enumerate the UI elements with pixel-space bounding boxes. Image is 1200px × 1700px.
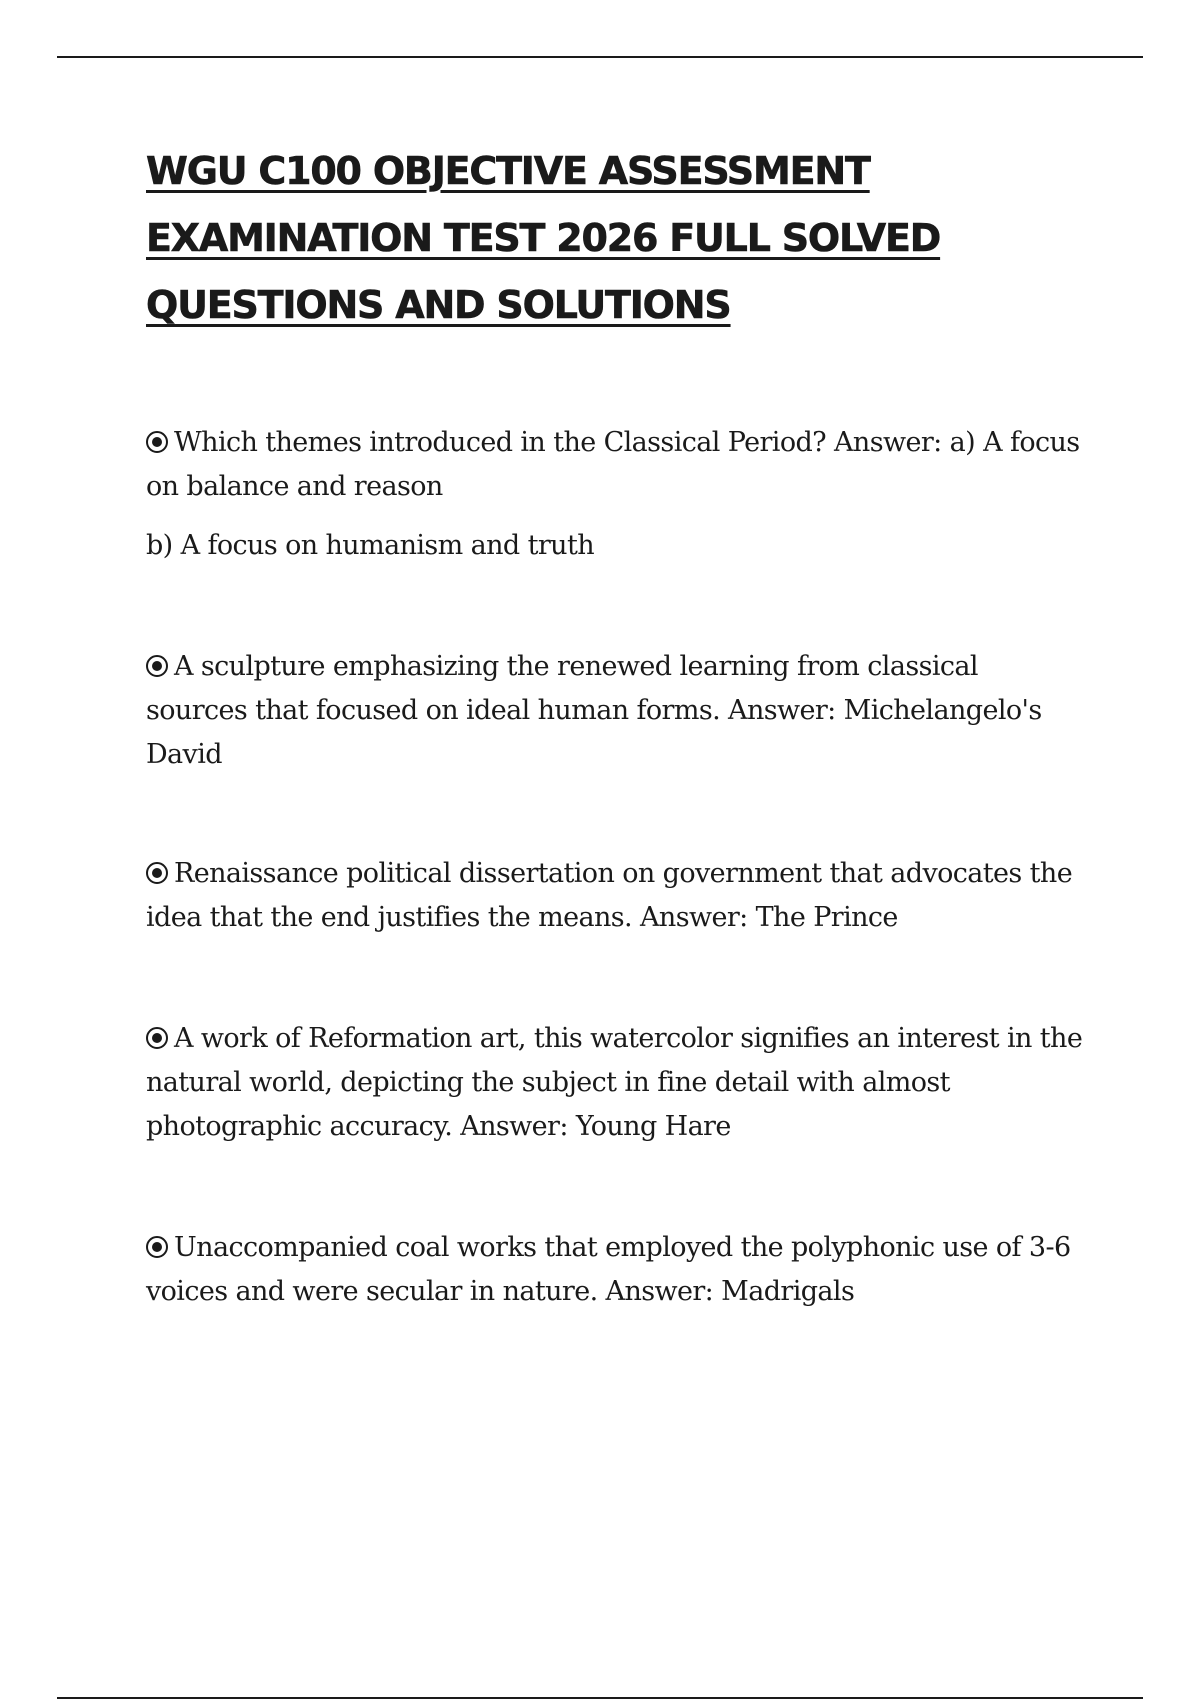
question-item bbox=[146, 852, 1086, 940]
top-rule bbox=[57, 56, 1143, 58]
question-text: A work of Reformation art, this watercolor signifies an interest in the natural world, depicting the subject in fine detail with almost photographic accuracy. Answer: Young Hare bbox=[146, 1023, 1083, 1142]
question-item bbox=[146, 645, 1086, 777]
radio-bullet-icon bbox=[146, 862, 168, 884]
question-item bbox=[146, 421, 1086, 509]
question-item bbox=[146, 1017, 1086, 1149]
radio-bullet-icon bbox=[146, 655, 168, 677]
question-item bbox=[146, 1226, 1086, 1314]
question-text: A sculpture emphasizing the renewed learning from classical sources that focused on ideal human forms. Answer: Michelangelo's David bbox=[146, 651, 1042, 770]
document-title: WGU C100 OBJECTIVE ASSESSMENT EXAMINATION TEST 2026 FULL SOLVED QUESTIONS AND SOLUTIONS bbox=[146, 149, 941, 327]
question-text: Unaccompanied coal works that employed the polyphonic use of 3-6 voices and were secular in nature. Answer: Madrigals bbox=[146, 1232, 1071, 1307]
radio-bullet-icon bbox=[146, 431, 168, 453]
radio-bullet-icon bbox=[146, 1027, 168, 1049]
answer-option: b) A focus on humanism and truth bbox=[146, 530, 594, 561]
question-text: Which themes introduced in the Classical Period? Answer: a) A focus on balance and reason bbox=[146, 427, 1080, 502]
radio-bullet-icon bbox=[146, 1236, 168, 1258]
question-text: Renaissance political dissertation on government that advocates the idea that the end justifies the means. Answer: The Prince bbox=[146, 858, 1073, 933]
bottom-rule bbox=[57, 1697, 1143, 1699]
